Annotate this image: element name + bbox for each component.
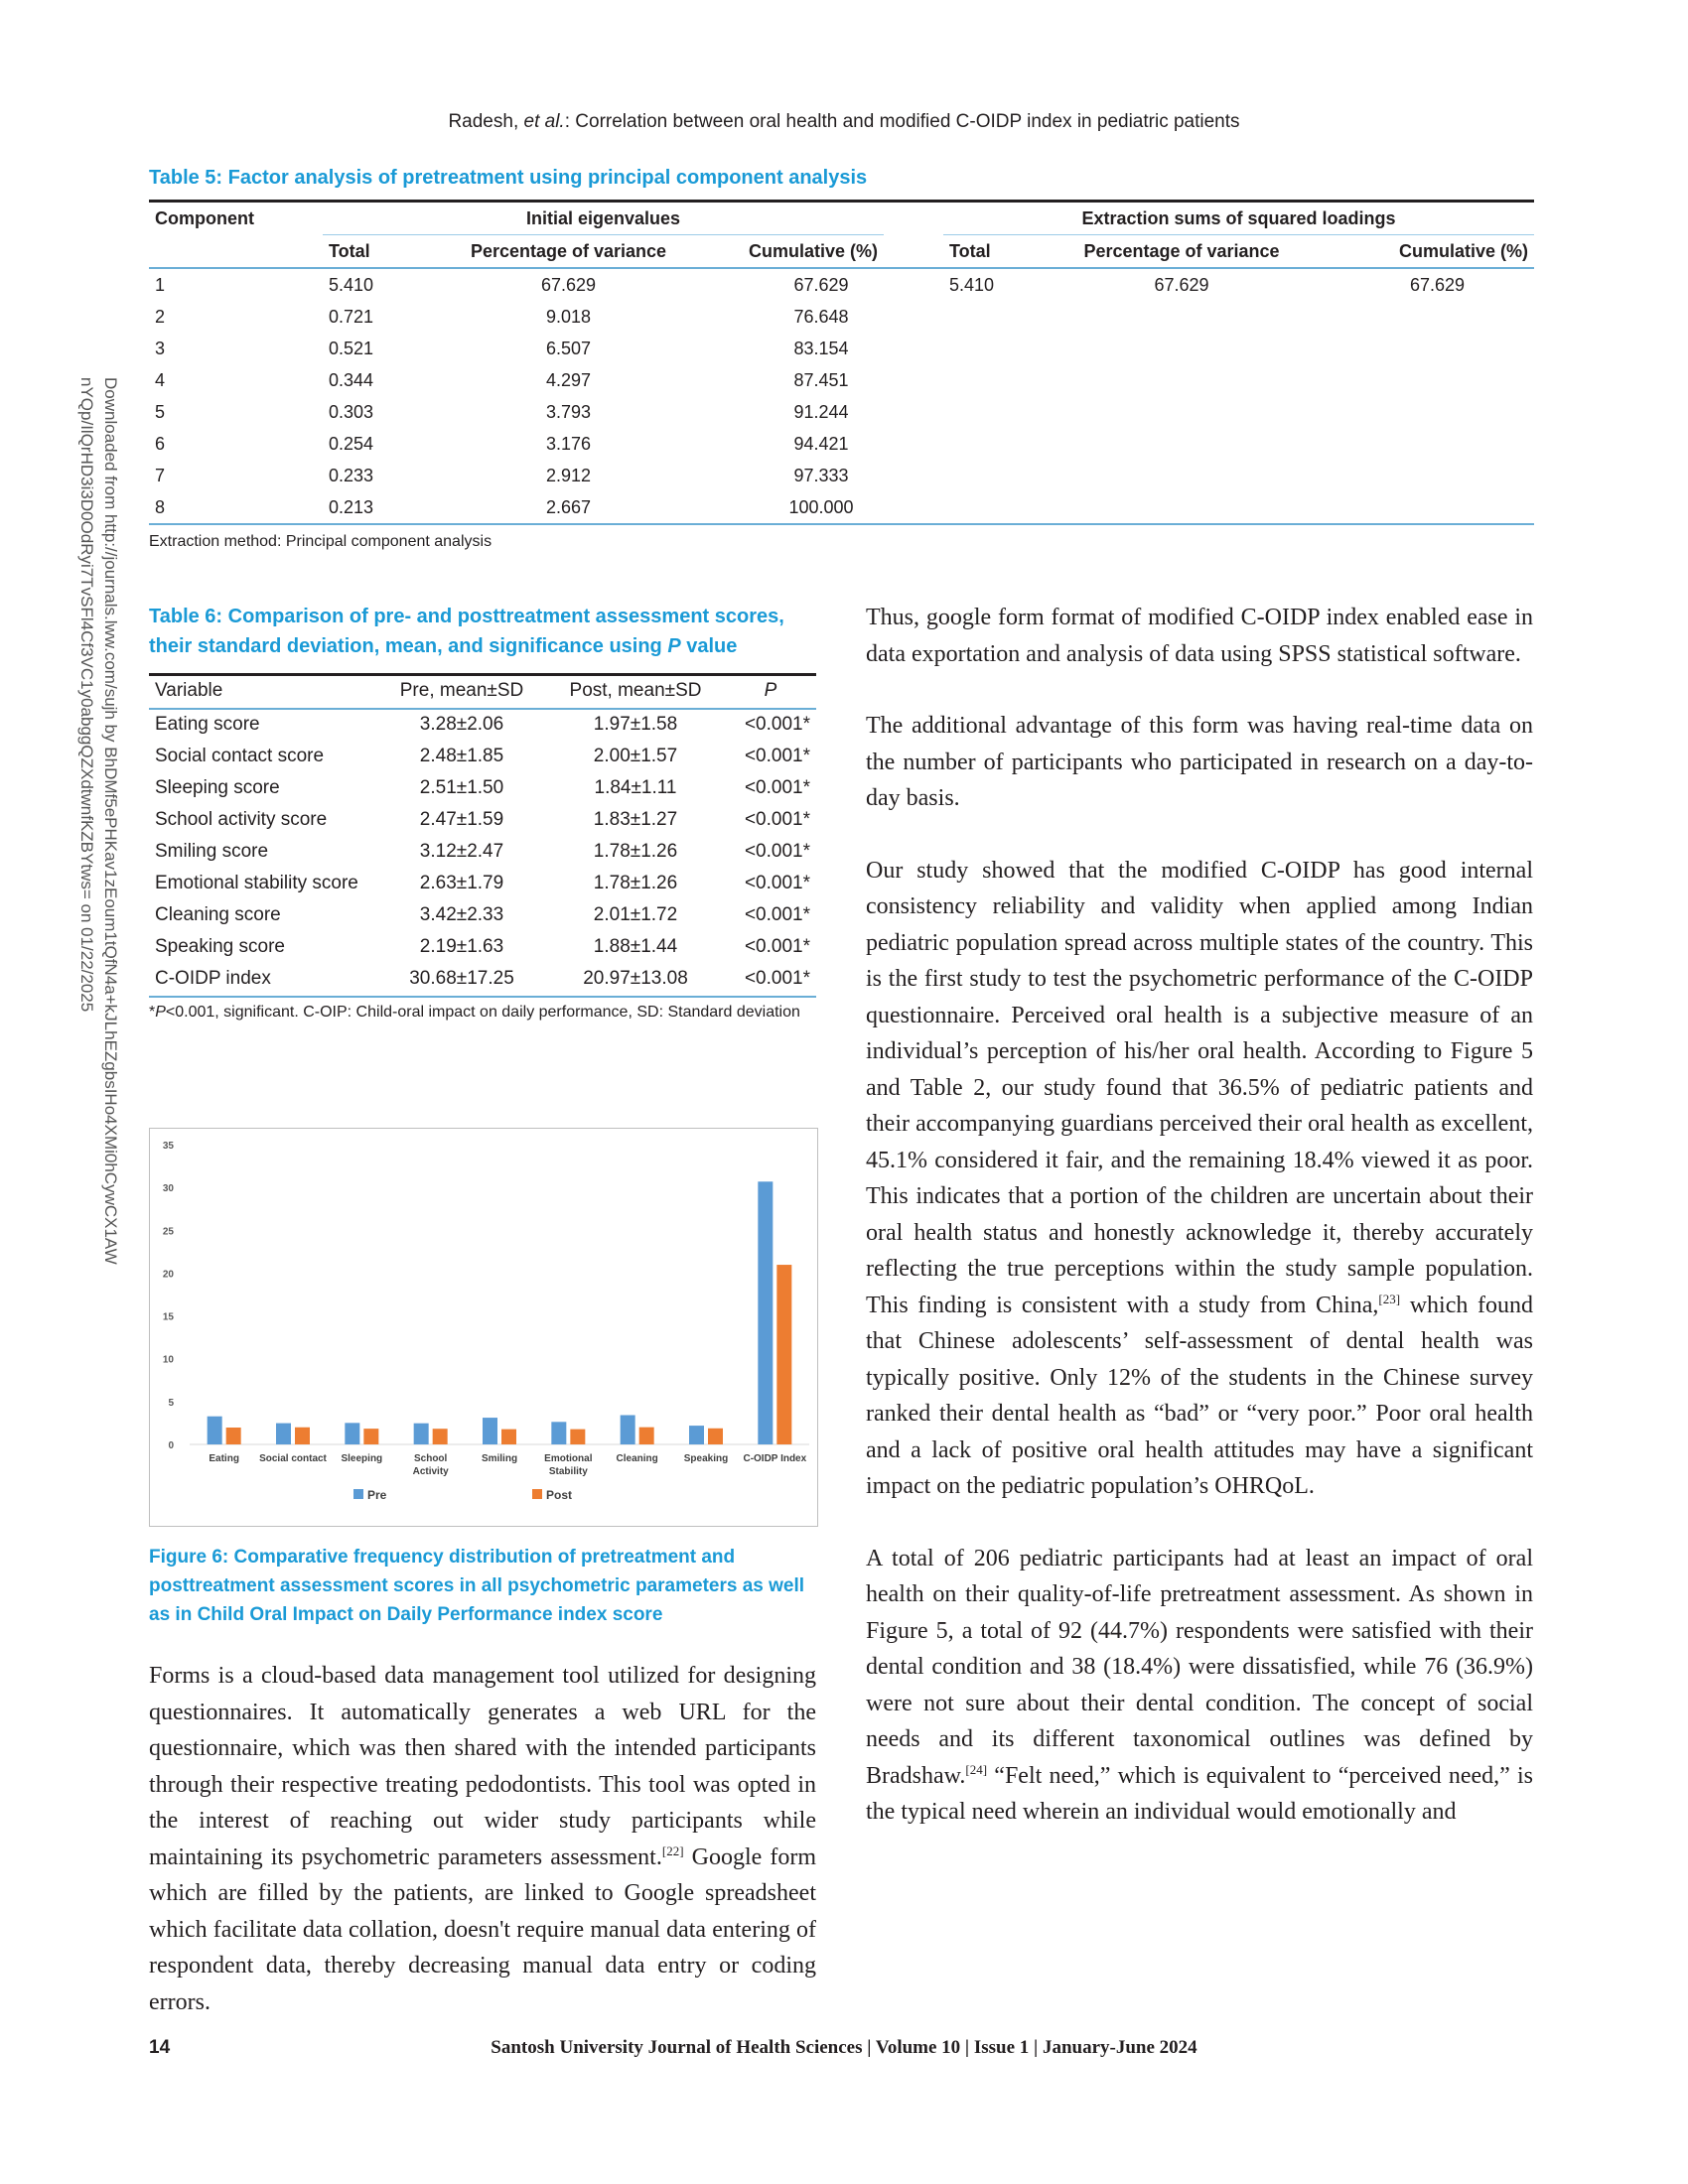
table-6-footnote	[149, 1004, 816, 1022]
table-cell: <0.001*	[744, 936, 810, 957]
col-header-cum: Cumulative (%)	[748, 240, 878, 261]
table-5-caption: Table 5: Factor analysis of pretreatment using principal component analysis	[149, 167, 868, 189]
table-cell: 1.84±1.11	[594, 777, 677, 798]
table-cell: 97.333	[793, 465, 849, 485]
text-run: Our study showed that the modified C-OIDP has good internal consistency reliability and validity when applied among Indian pediatric population spread across multiple states of the country. This is the first study to test the psychometric performance of the C-OIDP questionnaire. Perceived oral health is a subjective measure of an individual’s perception of his/her oral health. According to Figure 5 and Table 2, our study found that 36.5% of pediatric patients and their accompanying guardians perceived their oral health as excellent, 45.1% considered it fair, and the remaining 18.4% viewed it as poor. This indicates that a portion of the children are uncertain about their oral health status and honestly acknowledge it, thereby accurately reflecting the true perceptions within the study sample population. This finding is consistent with a study from China,	[866, 857, 1533, 1318]
x-tick-label: School	[413, 1453, 448, 1464]
table-6-grid	[149, 673, 816, 998]
table-cell: 67.629	[1410, 274, 1466, 295]
table-row	[149, 333, 1534, 364]
paragraph	[866, 853, 1533, 1505]
bar-pre	[276, 1424, 291, 1444]
bar-post	[776, 1265, 791, 1444]
text-run: Google form which are filled by the patients, are linked to Google spreadsheet which facilitate data collation, doesn't require manual data entering of respondent data, thereby decreasing manual data entry or coding errors.	[149, 1843, 816, 2015]
table-6-caption-p: P	[667, 635, 681, 657]
table-cell: 5	[155, 401, 166, 422]
bar-post	[295, 1428, 310, 1444]
bar-pre	[621, 1415, 635, 1444]
table-cell: 3.176	[545, 433, 592, 454]
y-tick-label: 15	[162, 1311, 174, 1323]
x-tick-label: Cleaning	[616, 1453, 658, 1464]
table-cell: 76.648	[793, 306, 849, 327]
table-row	[149, 268, 1534, 301]
table-cell	[1053, 301, 1311, 333]
table-cell	[1311, 428, 1534, 460]
bar-post	[570, 1430, 585, 1444]
table-cell: 2	[155, 306, 166, 327]
table-row	[149, 964, 816, 997]
left-column-text	[149, 1658, 816, 2056]
bar-pre	[414, 1424, 429, 1444]
table-cell	[1053, 460, 1311, 491]
watermark-line-1: Downloaded from http://journals.lww.com/sujh by BhDMf5ePHKav1zEoum1tQfN4a+kJLhEZgbsIHo4XMi0hCywCX1AW	[101, 377, 120, 1265]
bar-pre	[758, 1181, 773, 1444]
x-tick-label: Emotional	[544, 1453, 593, 1464]
table-cell	[1053, 491, 1311, 524]
footnote-p: P	[155, 1004, 166, 1021]
table-row	[149, 773, 816, 805]
y-tick-label: 0	[168, 1440, 174, 1451]
table-cell: 1.97±1.58	[593, 714, 678, 735]
x-tick-label: Sleeping	[341, 1453, 383, 1464]
table-cell	[943, 491, 1053, 524]
table-cell	[1053, 364, 1311, 396]
table-cell: 8	[155, 496, 166, 517]
table-cell	[1311, 301, 1534, 333]
legend-label-pre: Pre	[367, 1488, 387, 1502]
x-tick-label: Stability	[548, 1466, 588, 1477]
table-cell	[943, 396, 1053, 428]
table-cell	[1311, 491, 1534, 524]
table-row	[149, 709, 816, 742]
table-cell	[1053, 333, 1311, 364]
table-cell: 2.667	[545, 496, 592, 517]
col-header-pct-2: Percentage of variance	[1083, 240, 1280, 261]
table-row	[149, 428, 1534, 460]
table-cell	[943, 364, 1053, 396]
table-cell: 4.297	[545, 369, 592, 390]
table-cell	[943, 428, 1053, 460]
bar-post	[226, 1428, 241, 1444]
table-row	[149, 491, 1534, 524]
table-cell: 0.303	[329, 401, 374, 422]
table-cell: 87.451	[793, 369, 849, 390]
bar-post	[501, 1430, 516, 1444]
watermark-line-2: nYQp/IlQrHD3i3D0OdRyi7TvSFl4Cf3VC1y0abggQZXdtwnfKZBYtws= on 01/22/2025	[77, 377, 96, 1013]
table-cell: 20.97±13.08	[583, 968, 688, 989]
table-row	[149, 869, 816, 900]
x-tick-label: C-OIDP Index	[743, 1453, 807, 1464]
table-row	[149, 396, 1534, 428]
table-row	[149, 837, 816, 869]
bar-pre	[208, 1417, 222, 1444]
table-cell: 1	[155, 274, 166, 295]
col-header-total-2: Total	[949, 240, 991, 261]
table-cell: <0.001*	[744, 873, 810, 893]
legend-swatch-post	[532, 1489, 542, 1499]
table-cell: 5.410	[329, 274, 374, 295]
table-cell: 7	[155, 465, 166, 485]
table-cell: 2.19±1.63	[419, 936, 504, 957]
col-header-pre: Pre, mean±SD	[399, 680, 524, 701]
table-cell: Smiling score	[155, 841, 269, 862]
table-cell: 3.793	[545, 401, 592, 422]
table-cell: 67.629	[793, 274, 849, 295]
table-row	[149, 742, 816, 773]
bar-post	[433, 1429, 448, 1444]
table-cell: 6	[155, 433, 166, 454]
page-number: 14	[149, 2037, 171, 2058]
group-header-initial: Initial eigenvalues	[323, 202, 884, 235]
x-tick-label: Smiling	[481, 1453, 518, 1464]
footnote-text: <0.001, significant. C-OIP: Child-oral impact on daily performance, SD: Standard deviation	[165, 1004, 800, 1021]
x-tick-label: Social contact	[259, 1453, 327, 1464]
table-row	[149, 301, 1534, 333]
table-6-caption-text: Table 6: Comparison of pre- and posttreatment assessment scores, their standard deviation, mean, and significance using	[149, 606, 784, 657]
table-cell: 5.410	[949, 274, 995, 295]
text-run: which found that Chinese adolescents’ self-assessment of dental health was typically positive. Only 12% of the students in the Chinese survey ranked their dental health as “bad” or “very poor.” Poor oral health and a lack of positive oral health attitudes may have a significant impact on the pediatric population’s OHRQoL.	[866, 1292, 1533, 1499]
table-cell: <0.001*	[744, 841, 810, 862]
table-row	[149, 364, 1534, 396]
table-cell: Cleaning score	[155, 904, 281, 925]
table-cell: 0.344	[329, 369, 374, 390]
legend-label-post: Post	[546, 1488, 573, 1502]
reference-24[interactable]: [24]	[965, 1761, 988, 1777]
table-5-grid	[149, 200, 1534, 525]
table-cell: Social contact score	[155, 746, 325, 766]
table-cell	[1311, 460, 1534, 491]
y-tick-label: 20	[162, 1269, 174, 1281]
y-tick-label: 10	[162, 1354, 174, 1366]
paragraph: The additional advantage of this form was having real-time data on the number of participants who participated in research on a day-to-day basis.	[866, 713, 1533, 811]
bar-post	[363, 1429, 378, 1444]
table-cell: 0.721	[329, 306, 374, 327]
x-tick-label: Activity	[412, 1466, 449, 1477]
group-header-extraction: Extraction sums of squared loadings	[943, 202, 1534, 235]
y-tick-label: 25	[162, 1226, 174, 1238]
table-cell	[943, 460, 1053, 491]
table-cell: 2.47±1.59	[419, 809, 504, 830]
table-cell: School activity score	[155, 809, 328, 830]
table-row	[149, 460, 1534, 491]
table-6	[149, 602, 816, 1022]
table-cell: 3.42±2.33	[419, 904, 504, 925]
y-tick-label: 35	[162, 1141, 174, 1152]
table-cell: 2.00±1.57	[593, 746, 678, 766]
header-authors: Radesh,	[448, 111, 519, 132]
table-cell: Eating score	[155, 714, 260, 735]
table-cell: 0.213	[329, 496, 374, 517]
table-5-footnote: Extraction method: Principal component analysis	[149, 533, 492, 550]
col-header-variable: Variable	[155, 680, 223, 701]
header-etal: et al.	[523, 111, 565, 132]
journal-footer: Santosh University Journal of Health Sciences | Volume 10 | Issue 1 | January-June 2024	[491, 2037, 1197, 2058]
col-header-post: Post, mean±SD	[569, 680, 702, 701]
right-column-text	[866, 600, 1533, 1866]
table-cell: 1.88±1.44	[593, 936, 678, 957]
text-run: A total of 206 pediatric participants had at least an impact of oral health on their quality-of-life pretreatment assessment. As shown in Figure 5, a total of 92 (44.7%) respondents were satisfied with their dental condition and 38 (18.4%) were dissatisfied, while 76 (36.9%) were not sure about their dental condition. The concept of social needs and its different taxonomical outlines was defined by Bradshaw.	[866, 1545, 1533, 1789]
bar-pre	[345, 1423, 359, 1444]
download-watermark	[28, 377, 122, 1370]
table-6-caption	[149, 602, 816, 661]
table-cell: 67.629	[540, 274, 597, 295]
table-cell: <0.001*	[744, 809, 810, 830]
table-cell	[1053, 428, 1311, 460]
footnote-star: *	[149, 1004, 156, 1021]
table-5	[149, 167, 1534, 551]
table-cell: 0.233	[329, 465, 374, 485]
table-cell: 6.507	[545, 338, 592, 358]
table-cell: 2.912	[545, 465, 592, 485]
running-header	[0, 111, 1688, 133]
bar-post	[639, 1428, 654, 1444]
table-6-caption-end: value	[680, 635, 738, 657]
table-cell: 100.000	[788, 496, 854, 517]
bar-pre	[483, 1418, 497, 1444]
table-cell	[1311, 364, 1534, 396]
table-cell: Sleeping score	[155, 777, 280, 798]
table-cell: 2.51±1.50	[419, 777, 504, 798]
table-cell	[943, 301, 1053, 333]
table-cell: 94.421	[793, 433, 849, 454]
table-cell: 2.48±1.85	[419, 746, 504, 766]
x-tick-label: Speaking	[683, 1453, 729, 1464]
table-cell: 2.01±1.72	[593, 904, 678, 925]
table-cell: <0.001*	[744, 777, 810, 798]
table-cell: <0.001*	[744, 968, 810, 989]
table-row	[149, 805, 816, 837]
paragraph	[866, 1541, 1533, 1831]
table-cell: 2.63±1.79	[419, 873, 504, 893]
reference-23[interactable]: [23]	[1378, 1291, 1401, 1306]
table-cell	[943, 333, 1053, 364]
table-cell	[1053, 396, 1311, 428]
col-header-pct: Percentage of variance	[470, 240, 667, 261]
text-run: Forms is a cloud-based data management tool utilized for designing questionnaires. It automatically generates a web URL for the questionnaire, which was then shared with the intended participants through their respective treating pedodontists. This tool was opted in the interest of reaching out wider study participants while maintaining its psychometric parameters assessment.	[149, 1663, 816, 1870]
x-tick-label: Eating	[209, 1453, 239, 1464]
header-title: : Correlation between oral health and modified C-OIDP index in pediatric patients	[564, 111, 1240, 132]
table-cell: 1.78±1.26	[593, 873, 678, 893]
table-cell: C-OIDP index	[155, 968, 271, 989]
paragraph	[149, 1658, 816, 2020]
table-cell	[1311, 396, 1534, 428]
table-cell: <0.001*	[744, 904, 810, 925]
figure-6-chart	[149, 1128, 818, 1527]
y-tick-label: 30	[162, 1183, 174, 1195]
table-cell: 3.12±2.47	[419, 841, 504, 862]
col-header-cum-2: Cumulative (%)	[1398, 240, 1528, 261]
table-cell: Speaking score	[155, 936, 285, 957]
paragraph: Thus, google form format of modified C-OIDP index enabled ease in data exportation and analysis of data using SPSS statistical software.	[866, 605, 1533, 667]
col-header-total: Total	[329, 240, 370, 261]
bar-pre	[551, 1422, 566, 1444]
table-cell	[1311, 333, 1534, 364]
table-cell: 0.521	[329, 338, 374, 358]
table-cell: 83.154	[793, 338, 849, 358]
table-cell: 3	[155, 338, 166, 358]
bar-chart	[150, 1129, 817, 1526]
table-cell: 1.83±1.27	[593, 809, 678, 830]
figure-6-caption: Figure 6: Comparative frequency distribution of pretreatment and posttreatment assessment scores in all psychometric parameters as well as in Child Oral Impact on Daily Performance index score	[149, 1547, 805, 1625]
table-cell: 1.78±1.26	[593, 841, 678, 862]
table-cell: 0.254	[329, 433, 374, 454]
table-cell: <0.001*	[744, 746, 810, 766]
table-cell: <0.001*	[744, 714, 810, 735]
table-cell: 9.018	[545, 306, 592, 327]
table-cell: 91.244	[793, 401, 849, 422]
table-cell: Emotional stability score	[155, 873, 358, 893]
table-row	[149, 900, 816, 932]
legend-swatch-pre	[353, 1489, 363, 1499]
bar-post	[708, 1429, 723, 1444]
col-header-component: Component	[155, 207, 254, 228]
reference-22[interactable]: [22]	[661, 1843, 684, 1858]
col-header-p: P	[764, 680, 777, 701]
text-run: “Felt need,” which is equivalent to “perceived need,” is the typical need wherein an individual would emotionally and	[866, 1762, 1533, 1825]
table-cell: 3.28±2.06	[419, 714, 504, 735]
table-row	[149, 932, 816, 964]
bar-pre	[689, 1426, 704, 1444]
table-cell: 67.629	[1154, 274, 1209, 295]
table-cell: 4	[155, 369, 166, 390]
table-cell: 30.68±17.25	[409, 968, 514, 989]
y-tick-label: 5	[168, 1397, 174, 1409]
